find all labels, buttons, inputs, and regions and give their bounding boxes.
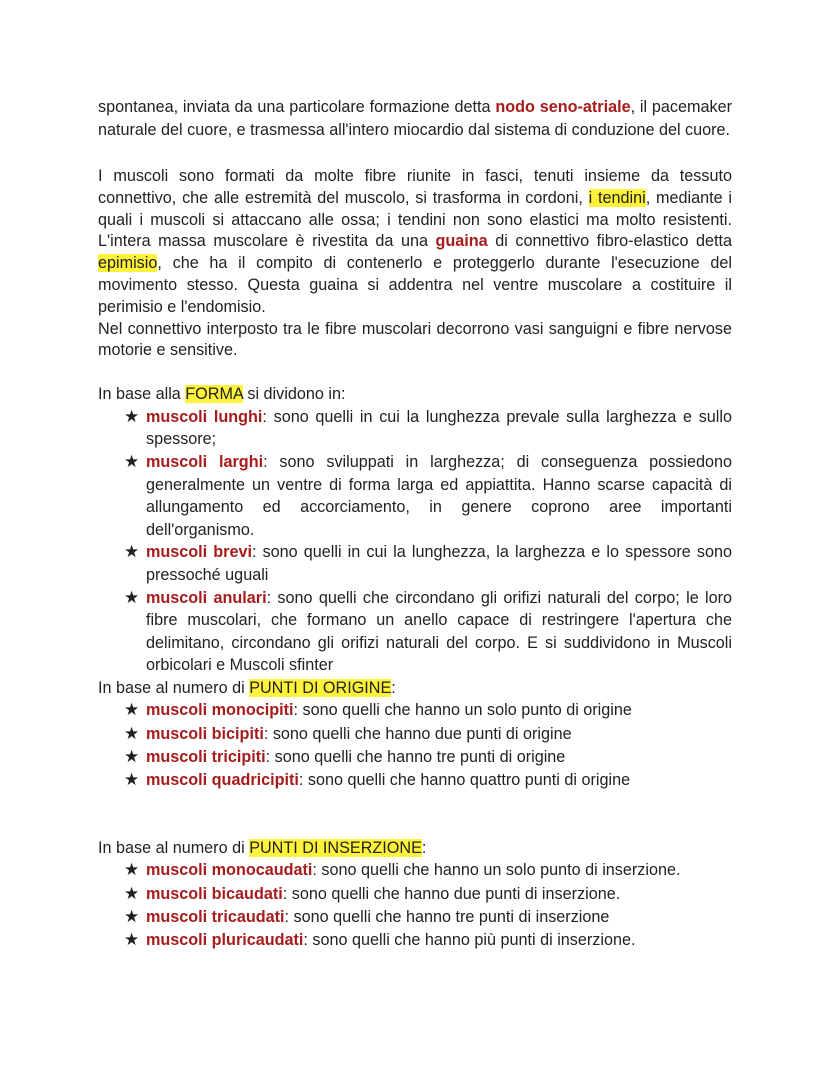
intro-inserzione-after: : [421,838,427,857]
star-bullet-icon: ★ [124,723,140,744]
intro-forma-before: In base alla [98,385,186,404]
highlight-punti-di-inserzione: PUNTI DI INSERZIONE [249,838,422,857]
para2-text-3: di connettivo fibro-elastico detta [487,232,732,251]
list-item [124,883,732,906]
term-muscoli-bicaudati: muscoli bicaudati [146,884,283,903]
list-item [124,746,732,769]
para2-text-1: I muscoli sono formati da molte fibre riunite in fasci, tenuti insieme da tessuto connettivo, che alle estremità del muscolo, si trasforma in cordoni, [98,167,732,207]
term-guaina: guaina [435,232,488,251]
list-item-text: : sono quelli che hanno tre punti di inserzione [284,907,610,926]
star-bullet-icon: ★ [124,906,140,927]
term-muscoli-monocaudati: muscoli monocaudati [146,861,313,880]
intro-inserzione [98,837,732,860]
star-bullet-icon: ★ [124,700,140,721]
para1-text-after: , il pacemaker naturale del cuore, e trasmessa all'intero miocardio dal sistema di conduzione del cuore. [98,98,732,139]
list-item-text: : sono quelli che hanno tre punti di origine [265,748,566,767]
intro-forma-after: si dividono in: [242,385,346,404]
list-forma [98,406,732,677]
term-muscoli-larghi: muscoli larghi [146,452,264,471]
highlight-punti-di-origine: PUNTI DI ORIGINE [249,678,392,697]
term-muscoli-monocipiti: muscoli monocipiti [146,701,294,720]
term-muscoli-brevi: muscoli brevi [146,543,252,562]
list-item-text: : sono quelli che hanno un solo punto di inserzione. [312,861,681,880]
paragraph-muscoli-struttura [98,166,732,319]
star-bullet-icon: ★ [124,406,140,427]
list-inserzione [98,859,732,952]
intro-origine-after: : [391,678,396,697]
para1-text-before: spontanea, inviata da una particolare formazione detta [98,98,496,116]
star-bullet-icon: ★ [124,451,140,472]
term-muscoli-tricaudati: muscoli tricaudati [146,907,285,926]
para2-text-4: , che ha il compito di contenerlo e proteggerlo durante l'esecuzione del movimento stesso. Questa guaina si addentra nel ventre muscolare a costituire il perimisio e l'endomisio. [98,254,732,316]
paragraph-connettivo [98,319,732,363]
term-nodo-seno-atriale: nodo seno-atriale [495,98,631,116]
star-bullet-icon: ★ [124,542,140,563]
list-item-text: : sono quelli che hanno quattro punti di origine [298,771,631,790]
star-bullet-icon: ★ [124,860,140,881]
star-bullet-icon: ★ [124,770,140,791]
star-bullet-icon: ★ [124,587,140,608]
list-item-text: : sono sviluppati in larghezza; di conseguenza possiedono generalmente un ventre di forma larga ed appiattita. Hanno scarse capacità di allungamento ed accorciamento, in genere coprono aree importanti dell'organismo. [146,452,732,539]
term-muscoli-bicipiti: muscoli bicipiti [146,724,264,743]
list-item [124,699,732,722]
star-bullet-icon: ★ [124,930,140,951]
para2-text-2: , mediante i quali i muscoli si attaccano alle ossa; i tendini non sono elastici ma molto resistenti. L'intera massa muscolare è rivestita da una [98,188,733,251]
document-page [98,96,732,952]
list-origine [98,699,732,792]
term-muscoli-quadricipiti: muscoli quadricipiti [146,771,299,790]
paragraph-nodo-seno-atriale [98,96,732,142]
list-item [124,587,732,677]
term-muscoli-pluricaudati: muscoli pluricaudati [146,931,304,950]
list-item [124,541,732,586]
list-item [124,859,732,882]
list-item-text: : sono quelli in cui la lunghezza, la larghezza e lo spessore sono pressoché uguali [146,543,732,584]
list-item-text: : sono quelli che hanno un solo punto di origine [293,701,632,720]
intro-origine [98,677,732,700]
intro-inserzione-before: In base al numero di [98,838,250,857]
list-item-text: : sono quelli che hanno due punti di inserzione. [282,884,621,903]
list-item [124,451,732,541]
list-item [124,406,732,451]
term-muscoli-anulari: muscoli anulari [146,588,267,607]
list-item-text: : sono quelli che hanno più punti di inserzione. [303,931,636,950]
highlight-forma: FORMA [185,385,243,404]
list-item-text: : sono quelli in cui la lunghezza prevale sulla larghezza e sullo spessore; [146,407,732,449]
list-item [124,769,732,792]
term-muscoli-tricipiti: muscoli tricipiti [146,748,266,767]
list-item-text: : sono quelli che circondano gli orifizi naturali del corpo; le loro fibre muscolari, che formano un anello capace di restringere l'apertura che delimitano, circondano gli orifizi naturali del corpo. E si suddividono in Muscoli orbicolari e Muscoli sfinter [146,588,733,675]
list-item [124,906,732,929]
term-muscoli-lunghi: muscoli lunghi [146,407,263,426]
list-item [124,929,732,952]
highlight-tendini: i tendini [588,188,646,207]
para2-text-5: Nel connettivo interposto tra le fibre muscolari decorrono vasi sanguigni e fibre nervose motorie e sensitive. [98,319,732,360]
list-item-text: : sono quelli che hanno due punti di origine [263,724,572,743]
star-bullet-icon: ★ [124,883,140,904]
highlight-epimisio: epimisio [98,254,158,273]
list-item [124,723,732,746]
intro-origine-before: In base al numero di [98,678,250,697]
intro-forma [98,383,732,406]
star-bullet-icon: ★ [124,747,140,768]
